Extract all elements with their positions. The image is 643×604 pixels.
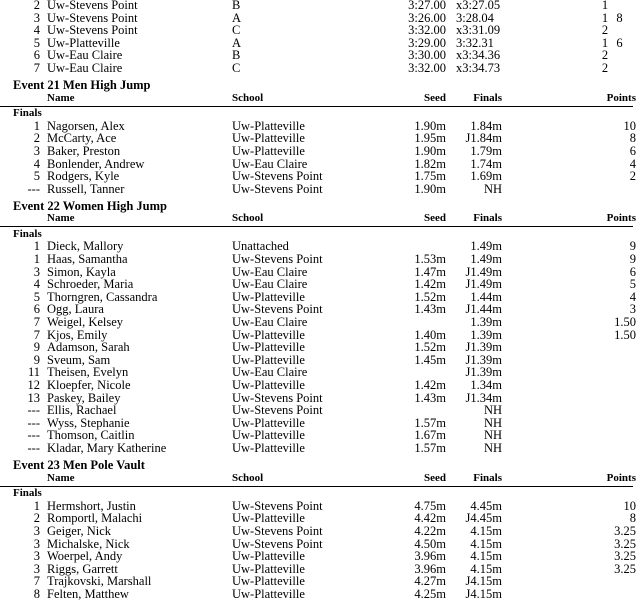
school: Uw-Eau Claire <box>232 156 308 171</box>
header-points: Points <box>606 471 636 484</box>
school: Uw-Stevens Point <box>232 169 323 184</box>
final-mark: 1.39m <box>470 315 502 329</box>
place: --- <box>27 441 40 455</box>
athlete-name: Kladar, Mary Katherine <box>47 441 167 455</box>
points: 3.25 <box>614 536 636 551</box>
school-name: Uw-Stevens Point <box>47 0 138 12</box>
athlete-name: Theisen, Evelyn <box>47 365 129 380</box>
result-row <box>0 316 643 329</box>
points: 9 <box>629 252 636 266</box>
place: 12 <box>27 378 40 392</box>
school: Uw-Platteville <box>232 118 305 133</box>
header-points: Points <box>606 91 636 104</box>
school: Uw-Stevens Point <box>232 302 323 317</box>
finals-label-text: Finals <box>13 487 42 500</box>
school: Uw-Platteville <box>232 511 305 526</box>
final-mark: 1.49m <box>470 239 502 254</box>
school: Uw-Platteville <box>232 586 305 601</box>
school: Uw-Platteville <box>232 327 305 342</box>
result-row <box>0 442 643 455</box>
header-school: School <box>232 471 264 484</box>
place: 1 <box>33 498 40 513</box>
place: 9 <box>33 340 40 355</box>
final-time: 3:28.04 <box>456 10 494 25</box>
points: 3.25 <box>614 561 636 576</box>
finals-label-text: Finals <box>13 107 42 120</box>
athlete-name: Schroeder, Maria <box>47 277 134 292</box>
column-header <box>0 92 643 105</box>
athlete-name: Romportl, Malachi <box>47 511 143 526</box>
seed-mark: 1.47m <box>414 264 446 279</box>
seed-mark: 4.42m <box>414 511 446 526</box>
seed-mark: 1.57m <box>414 441 446 455</box>
athlete-name: Bonlender, Andrew <box>47 156 145 171</box>
seed-mark: 1.95m <box>414 131 446 146</box>
seed-mark: 4.50m <box>414 536 446 551</box>
heat: 2 <box>601 23 609 38</box>
athlete-name: Russell, Tanner <box>47 181 125 196</box>
school: Uw-Stevens Point <box>232 536 323 551</box>
result-row <box>0 379 643 392</box>
final-mark: 1.74m <box>470 156 502 171</box>
place: 4 <box>33 156 40 171</box>
final-mark: J1.49m <box>465 277 502 292</box>
final-mark: NH <box>483 415 502 430</box>
athlete-name: Geiger, Nick <box>47 523 112 538</box>
school: Uw-Platteville <box>232 340 305 355</box>
school: Uw-Platteville <box>232 428 305 443</box>
school: Uw-Platteville <box>232 549 305 564</box>
athlete-name: Michalske, Nick <box>47 536 130 551</box>
athlete-name: Nagorsen, Alex <box>47 118 125 133</box>
relay-team: A <box>232 10 242 25</box>
school-name: Uw-Eau Claire <box>47 61 123 75</box>
header-name: Name <box>47 471 75 484</box>
final-time: x3:34.73 <box>456 61 501 75</box>
finals-label <box>0 107 643 120</box>
points: 8 <box>629 511 636 526</box>
finals-label-text: Finals <box>13 227 42 240</box>
final-mark: J1.84m <box>465 131 502 146</box>
athlete-name: Thomson, Caitlin <box>47 428 135 443</box>
seed-mark: 1.43m <box>414 390 446 405</box>
final-time: x3:31.09 <box>456 23 501 38</box>
place: 11 <box>27 365 40 380</box>
final-mark: 1.39m <box>470 327 502 342</box>
seed-mark: 3.96m <box>414 561 446 576</box>
points: 3 <box>629 302 636 317</box>
place: 3 <box>33 549 40 564</box>
final-mark: 1.79m <box>470 143 502 158</box>
place: 7 <box>33 327 40 342</box>
seed-mark: 1.90m <box>414 118 446 133</box>
final-mark: J1.39m <box>465 365 502 380</box>
athlete-name: Woerpel, Andy <box>47 549 123 564</box>
place: 6 <box>33 48 40 63</box>
final-mark: J1.34m <box>465 390 502 405</box>
athlete-name: Baker, Preston <box>47 143 121 158</box>
final-mark: 1.49m <box>470 252 502 266</box>
final-mark: 1.34m <box>470 378 502 392</box>
relay-team: C <box>232 23 241 38</box>
place: --- <box>27 403 40 418</box>
school: Uw-Stevens Point <box>232 498 323 513</box>
points: 10 <box>623 118 636 133</box>
relay-row <box>0 0 643 12</box>
heat: 2 <box>601 61 609 75</box>
place: 3 <box>33 561 40 576</box>
school: Uw-Stevens Point <box>232 523 323 538</box>
points: 8 <box>629 131 636 146</box>
seed-time: 3:30.00 <box>408 48 446 63</box>
place: 5 <box>33 169 40 184</box>
points: 3.25 <box>614 549 636 564</box>
points: 4 <box>629 289 636 304</box>
final-mark: J4.15m <box>465 586 502 601</box>
final-mark: 1.44m <box>470 289 502 304</box>
finals-label <box>0 487 643 500</box>
result-row <box>0 132 643 145</box>
header-school: School <box>232 91 264 104</box>
seed-mark: 3.96m <box>414 549 446 564</box>
seed-mark: 4.22m <box>414 523 446 538</box>
points: 9 <box>629 239 636 254</box>
seed-mark: 1.52m <box>414 289 446 304</box>
seed-time: 3:32.00 <box>408 61 446 75</box>
athlete-name: Felten, Matthew <box>47 586 129 601</box>
relay-team: C <box>232 61 241 75</box>
athlete-name: Kloepfer, Nicole <box>47 378 131 392</box>
seed-mark: 1.82m <box>414 156 446 171</box>
final-mark: NH <box>483 428 502 443</box>
result-row <box>0 404 643 417</box>
seed-mark: 4.25m <box>414 586 446 601</box>
result-row <box>0 525 643 538</box>
seed-time: 3:27.00 <box>408 0 446 12</box>
seed-mark: 1.90m <box>414 181 446 196</box>
column-header <box>0 212 643 225</box>
place: 1 <box>33 239 40 254</box>
athlete-name: Sveum, Sam <box>47 352 111 367</box>
event-title <box>0 459 643 472</box>
school: Unattached <box>232 239 289 254</box>
result-row <box>0 575 643 588</box>
place: 9 <box>33 352 40 367</box>
athlete-name: Wyss, Stephanie <box>47 415 130 430</box>
relay-row <box>0 62 643 75</box>
final-mark: 1.84m <box>470 118 502 133</box>
school: Uw-Eau Claire <box>232 277 308 292</box>
school-name: Uw-Stevens Point <box>47 23 138 38</box>
header-finals: Finals <box>473 471 502 484</box>
athlete-name: Trajkovski, Marshall <box>47 574 152 589</box>
final-mark: J4.45m <box>465 511 502 526</box>
seed-mark: 1.52m <box>414 340 446 355</box>
header-seed: Seed <box>424 471 446 484</box>
event-title <box>0 200 643 213</box>
school: Uw-Platteville <box>232 289 305 304</box>
final-mark: 4.45m <box>470 498 502 513</box>
school: Uw-Platteville <box>232 352 305 367</box>
school: Uw-Stevens Point <box>232 252 323 266</box>
header-finals: Finals <box>473 212 502 225</box>
event-title-text: Event 21 Men High Jump <box>13 77 151 92</box>
place: 4 <box>33 277 40 292</box>
final-mark: 4.15m <box>470 536 502 551</box>
place: 3 <box>33 264 40 279</box>
result-row <box>0 183 643 196</box>
athlete-name: Ogg, Laura <box>47 302 104 317</box>
place: 3 <box>33 536 40 551</box>
result-row <box>0 341 643 354</box>
place: --- <box>27 428 40 443</box>
final-mark: 1.69m <box>470 169 502 184</box>
place: 13 <box>27 390 40 405</box>
school: Uw-Eau Claire <box>232 264 308 279</box>
seed-mark: 1.42m <box>414 378 446 392</box>
seed-mark: 1.42m <box>414 277 446 292</box>
final-mark: J1.39m <box>465 352 502 367</box>
athlete-name: Simon, Kayla <box>47 264 116 279</box>
seed-mark: 4.27m <box>414 574 446 589</box>
heat: 1 <box>601 35 609 50</box>
final-time: 3:32.31 <box>456 35 494 50</box>
athlete-name: Hermshort, Justin <box>47 498 136 513</box>
school-name: Uw-Eau Claire <box>47 48 123 63</box>
seed-mark: 1.57m <box>414 415 446 430</box>
final-mark: J1.39m <box>465 340 502 355</box>
result-row <box>0 145 643 158</box>
place: 8 <box>33 586 40 601</box>
final-time: x3:34.36 <box>456 48 501 63</box>
seed-time: 3:32.00 <box>408 23 446 38</box>
final-mark: J1.44m <box>465 302 502 317</box>
relay-row <box>0 24 643 37</box>
school: Uw-Platteville <box>232 441 305 455</box>
points: 6 <box>629 264 636 279</box>
school: Uw-Platteville <box>232 561 305 576</box>
school-name: Uw-Platteville <box>47 35 120 50</box>
heat: 1 <box>601 0 609 12</box>
school: Uw-Platteville <box>232 143 305 158</box>
school-name: Uw-Stevens Point <box>47 10 138 25</box>
heat: 1 <box>601 10 609 25</box>
points: 6 <box>616 35 623 50</box>
school: Uw-Platteville <box>232 378 305 392</box>
place: --- <box>27 415 40 430</box>
place: 2 <box>33 0 40 12</box>
points: 3.25 <box>614 523 636 538</box>
points: 2 <box>629 169 636 184</box>
school: Uw-Platteville <box>232 574 305 589</box>
final-mark: 4.15m <box>470 561 502 576</box>
place: 2 <box>33 131 40 146</box>
place: 1 <box>33 252 40 266</box>
points: 4 <box>629 156 636 171</box>
place: 5 <box>33 289 40 304</box>
relay-team: B <box>232 48 241 63</box>
place: 6 <box>33 302 40 317</box>
athlete-name: Adamson, Sarah <box>47 340 130 355</box>
place: 3 <box>33 10 40 25</box>
event-title <box>0 79 643 92</box>
relay-team: B <box>232 0 241 12</box>
points: 8 <box>616 10 623 25</box>
school: Uw-Eau Claire <box>232 365 308 380</box>
seed-time: 3:29.00 <box>408 35 446 50</box>
header-points: Points <box>606 212 636 225</box>
athlete-name: Kjos, Emily <box>47 327 108 342</box>
header-seed: Seed <box>424 212 446 225</box>
place: 7 <box>33 574 40 589</box>
points: 1.50 <box>614 327 636 342</box>
seed-mark: 1.53m <box>414 252 446 266</box>
place: 5 <box>33 35 40 50</box>
seed-mark: 1.40m <box>414 327 446 342</box>
place: 7 <box>33 315 40 329</box>
header-name: Name <box>47 91 75 104</box>
seed-time: 3:26.00 <box>408 10 446 25</box>
relay-team: A <box>232 35 242 50</box>
school: Uw-Stevens Point <box>232 390 323 405</box>
result-row <box>0 170 643 183</box>
seed-mark: 1.90m <box>414 143 446 158</box>
final-time: x3:27.05 <box>456 0 501 12</box>
seed-mark: 4.75m <box>414 498 446 513</box>
result-row <box>0 588 643 601</box>
final-mark: J4.15m <box>465 574 502 589</box>
column-header <box>0 472 643 485</box>
school: Uw-Eau Claire <box>232 315 308 329</box>
school: Uw-Platteville <box>232 415 305 430</box>
athlete-name: Paskey, Bailey <box>47 390 121 405</box>
points: 1.50 <box>614 315 636 329</box>
place: --- <box>27 181 40 196</box>
athlete-name: Rodgers, Kyle <box>47 169 120 184</box>
school: Uw-Platteville <box>232 131 305 146</box>
final-mark: NH <box>483 181 502 196</box>
athlete-name: Ellis, Rachael <box>47 403 117 418</box>
athlete-name: Riggs, Garrett <box>47 561 118 576</box>
final-mark: J1.49m <box>465 264 502 279</box>
result-row <box>0 278 643 291</box>
header-name: Name <box>47 212 75 225</box>
seed-mark: 1.67m <box>414 428 446 443</box>
place: 1 <box>33 118 40 133</box>
athlete-name: Dieck, Mallory <box>47 239 124 254</box>
athlete-name: McCarty, Ace <box>47 131 117 146</box>
points: 10 <box>623 498 636 513</box>
seed-mark: 1.45m <box>414 352 446 367</box>
header-seed: Seed <box>424 91 446 104</box>
seed-mark: 1.43m <box>414 302 446 317</box>
athlete-name: Thorngren, Cassandra <box>47 289 158 304</box>
heat: 2 <box>601 48 609 63</box>
event-title-text: Event 22 Women High Jump <box>13 198 167 213</box>
school: Uw-Stevens Point <box>232 181 323 196</box>
athlete-name: Weigel, Kelsey <box>47 315 124 329</box>
header-school: School <box>232 212 264 225</box>
seed-mark: 1.75m <box>414 169 446 184</box>
athlete-name: Haas, Samantha <box>47 252 128 266</box>
event-title-text: Event 23 Men Pole Vault <box>13 457 145 472</box>
place: 2 <box>33 511 40 526</box>
final-mark: NH <box>483 441 502 455</box>
result-row <box>0 253 643 266</box>
final-mark: NH <box>483 403 502 418</box>
place: 7 <box>33 61 40 75</box>
place: 3 <box>33 523 40 538</box>
result-row <box>0 512 643 525</box>
points: 6 <box>629 143 636 158</box>
points: 5 <box>629 277 636 292</box>
result-row <box>0 550 643 563</box>
final-mark: 4.15m <box>470 549 502 564</box>
final-mark: 4.15m <box>470 523 502 538</box>
school: Uw-Stevens Point <box>232 403 323 418</box>
place: 4 <box>33 23 40 38</box>
header-finals: Finals <box>473 91 502 104</box>
place: 3 <box>33 143 40 158</box>
